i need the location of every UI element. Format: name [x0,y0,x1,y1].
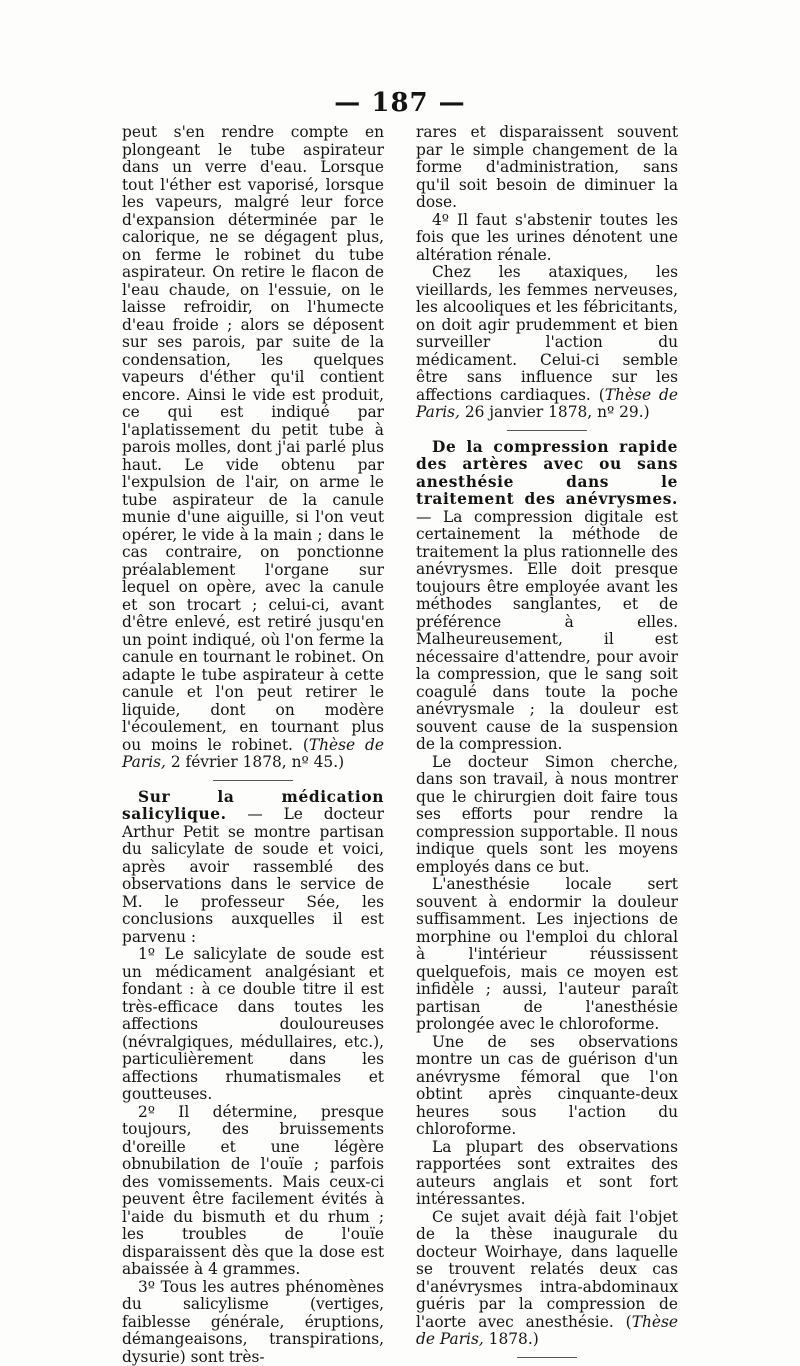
paragraph-anesthesia: L'anesthésie locale sert souvent à endormir la douleur suffisamment. Les injections de morphine ou l'emploi du chloral à l'intérieur réussissent quelquefois, mais ce moyen est infidèle ; aussi, l'auteur paraît partisan de l'anesthésie prolongée avec le chloroforme. [416,876,678,1034]
section-heading-compression: De la compression rapide des artères avec ou sans anesthésie dans le traitement des anévrysmes. [416,438,678,509]
right-column [416,124,678,1366]
citation-date: 26 janvier 1878, nº 29.) [460,403,650,421]
paragraph-english-authors: La plupart des observations rapportées sont extraites des auteurs anglais et sont fort intéressantes. [416,1139,678,1209]
paragraph-simon: Le docteur Simon cherche, dans son travail, à nous montrer que le chirurgien doit faire tous ses efforts pour rendre la compression supportable. Il nous indique quels sont les moyens employés dans ce but. [416,754,678,877]
source-citation: Thèse de Paris, [416,1313,678,1349]
end-divider [517,1357,577,1358]
paragraph-conclusion-2: 2º Il détermine, presque toujours, des bruissements d'oreille et une légère obnubilation de l'ouïe ; parfois des vomissements. Mais ceux-ci peuvent être facilement évités à l'aide du bismuth et du rhum ; les troubles de l'ouïe disparaissent dès que la dose est abaissée à 4 grammes. [122,1104,384,1279]
paragraph-salicylate-intro [122,789,384,947]
paragraph-continued: rares et disparaissent souvent par le simple changement de la forme d'administration, sans qu'il soit besoin de diminuer la dose. [416,124,678,212]
paragraph-text: — Le docteur Arthur Petit se montre partisan du salicylate de soude et voici, après avoir rassemblé des observations dans le service de M. le professeur Sée, les conclusions auxquelles il est parvenu : [122,805,384,946]
page-number: — 187 — [0,88,800,118]
left-column [122,124,384,1366]
paragraph-conclusion-1: 1º Le salicylate de soude est un médicament analgésiant et fondant : à ce double titre il est très-efficace dans toutes les affections douloureuses (névralgiques, médullaires, etc.), particulièrement dans les affections rhumatismales et goutteuses. [122,946,384,1104]
paragraph-text: — La compression digitale est certainement la méthode de traitement la plus rationnelle des anévrysmes. Elle doit presque toujours être employée avant les méthodes sanglantes, et de préférence à elles. Malheureusement, il est nécessaire d'attendre, pour avoir la compression, que le sang soit coagulé dans toute la poche anévrysmale ; la douleur est souvent cause de la suspension de la compression. [416,508,678,754]
section-divider [507,430,587,431]
section-heading-salicylate: Sur la médication salicylique. [122,788,384,824]
citation-date: 2 février 1878, nº 45.) [166,753,344,771]
paragraph-observation: Une de ses observations montre un cas de guérison d'un anévrysme fémoral que l'on obtint après cinquante-deux heures sous l'action du chloroforme. [416,1034,678,1139]
paragraph-text: peut s'en rendre compte en plongeant le tube aspirateur dans un verre d'eau. Lorsque tout l'éther est vaporisé, lorsque les vapeurs, malgré leur force d'expansion déterminée par le calorique, ne se dégagent plus, on ferme le robinet du tube aspirateur. On retire le flacon de l'eau chaude, on l'essuie, on le laisse refroidir, on l'humecte d'eau froide ; alors se déposent sur ses parois, par suite de la condensation, les quelques vapeurs d'éther qu'il contient encore. Ainsi le vide est produit, ce qui est indiqué par l'aplatissement du petit tube à parois molles, dont j'ai parlé plus haut. Le vide obtenu par l'expulsion de l'air, on arme le tube aspirateur de la canule munie d'une aiguille, si l'on veut opérer, le vide à la main ; dans le cas contraire, on ponctionne préalablement l'organe sur lequel on opère, avec la canule et son trocart ; celui-ci, avant d'être enlevé, est retiré jusqu'en un point indiqué, où l'on ferme la canule en tournant le robinet. On adapte le tube aspirateur à cette canule et l'on peut retirer le liquide, dont on modère l'écoulement, en tournant plus ou moins le robinet. ( [122,123,384,754]
paragraph-ether-vacuum [122,124,384,772]
source-citation: Thèse de Paris, [416,386,678,422]
source-citation: Thèse de Paris, [122,736,384,772]
paragraph-conclusion-4: 4º Il faut s'abstenir toutes les fois que les urines dénotent une altération rénale. [416,212,678,265]
paragraph-precautions [416,264,678,422]
paragraph-text: Ce sujet avait déjà fait l'objet de la thèse inaugurale du docteur Woirhaye, dans laquelle se trouvent relatés deux cas d'anévrysmes intra-abdominaux guéris par la compression de l'aorte avec anesthésie. ( [416,1208,678,1331]
paragraph-conclusion-3: 3º Tous les autres phénomènes du salicylisme (vertiges, faiblesse générale, éruptions, démangeaisons, transpirations, dysurie) sont très- [122,1279,384,1366]
paragraph-woirhaye [416,1209,678,1349]
citation-date: 1878.) [484,1330,539,1348]
paragraph-compression-intro [416,439,678,754]
paragraph-text: Chez les ataxiques, les vieillards, les femmes nerveuses, les alcooliques et les fébricitants, on doit agir prudemment et bien surveiller l'action du médicament. Celui-ci semble être sans influence sur les affections cardiaques. ( [416,263,678,404]
section-divider [213,780,293,781]
